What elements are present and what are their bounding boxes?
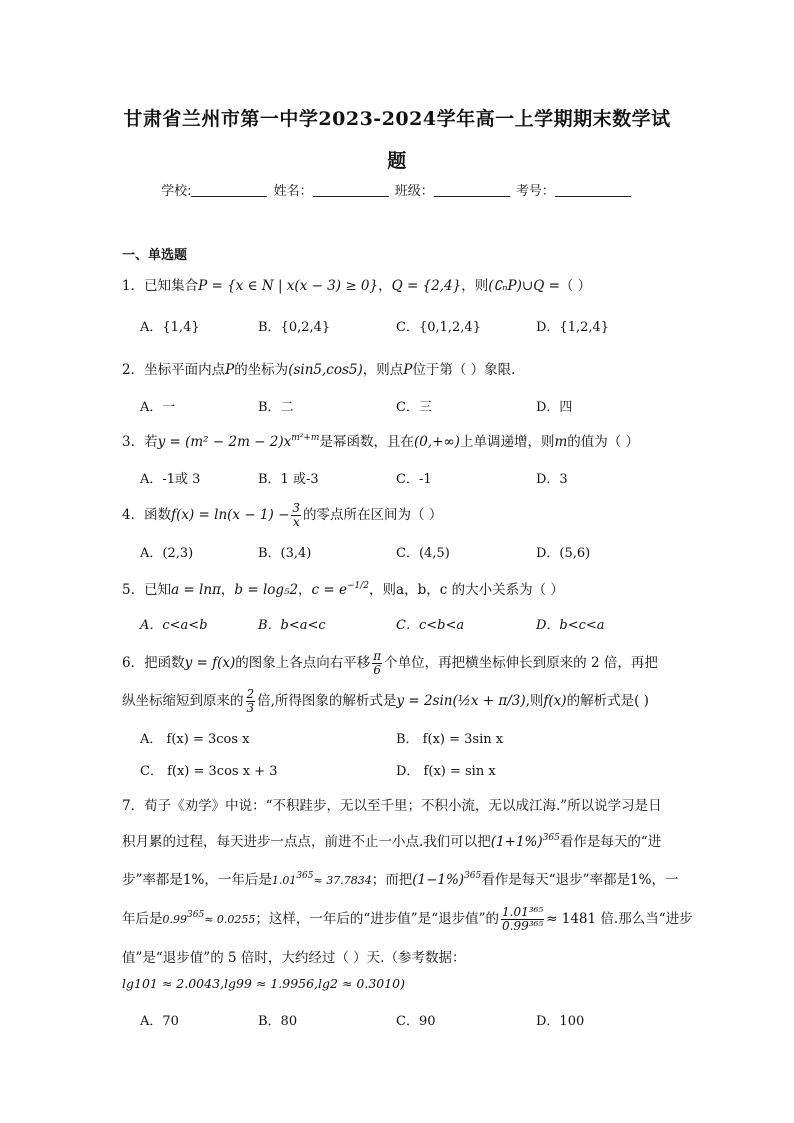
question-text: ， xyxy=(298,582,312,598)
question-text: 函数 xyxy=(144,507,172,523)
option-b[interactable]: B．80 xyxy=(258,1014,298,1029)
math-exponent: 365 xyxy=(187,910,205,920)
question-text: 倍,所得图象的解析式是 xyxy=(257,693,397,709)
question-7 xyxy=(122,794,662,814)
question-text: 若 xyxy=(144,434,158,450)
question-text: 年后是 xyxy=(122,911,163,927)
question-text: 是幂函数，且在 xyxy=(319,434,414,450)
math-exponent: 365 xyxy=(464,871,482,881)
fraction-numerator: 2 xyxy=(246,687,255,701)
fraction xyxy=(291,502,301,529)
school-field[interactable] xyxy=(191,196,267,197)
option-d[interactable]: D．{1,2,4} xyxy=(536,320,610,335)
question-text: 看作是每天“退步”率都是1%，一 xyxy=(481,872,679,888)
page-title: 甘肃省兰州市第一中学2023-2024学年高一上学期期末数学试 xyxy=(123,108,671,130)
question-number: 7． xyxy=(122,798,145,814)
question-1 xyxy=(122,274,591,294)
question-6-line-2 xyxy=(122,688,649,715)
question-text: 的解析式是( ) xyxy=(566,693,649,709)
fraction-denominator: 3 xyxy=(246,701,255,715)
question-6 xyxy=(122,650,658,677)
question-text: 把函数 xyxy=(144,655,185,671)
option-a[interactable]: A．(2,3) xyxy=(140,546,194,561)
name-label: 姓名： xyxy=(273,184,313,199)
math-expression: 1.01 xyxy=(271,874,297,887)
option-b[interactable]: B．1 或-3 xyxy=(258,472,319,487)
question-text: 已知 xyxy=(144,582,172,598)
question-number: 1． xyxy=(122,278,145,294)
math-exponent: −1/2 xyxy=(347,581,370,591)
question-text: 看作是每天的“进 xyxy=(559,834,662,850)
math-exponent: m²+m xyxy=(291,433,320,443)
page-title-continued: 题 xyxy=(387,150,407,172)
option-a[interactable]: A．一 xyxy=(140,400,176,415)
question-text: 荀子《劝学》中说：“不积跬步，无以至千里；不积小流，无以成江海.”所以说学习是日 xyxy=(144,798,662,814)
option-b[interactable]: B．(3,4) xyxy=(258,546,312,561)
section-heading: 一、单选题 xyxy=(122,248,188,263)
math-expression: ≈ 37.7834 xyxy=(313,874,372,887)
question-text: ，则点 xyxy=(362,362,404,378)
exam-no-label: 考号： xyxy=(515,184,555,199)
fraction-numerator: 3 xyxy=(292,501,301,515)
option-c[interactable]: C．c<b<a xyxy=(396,618,465,633)
math-exponent: 365 xyxy=(542,833,560,843)
question-text: ≈ 1481 倍.那么当“进步 xyxy=(546,911,693,927)
math-expression: b = log₅2 xyxy=(234,582,299,598)
math-expression: a = lnπ xyxy=(171,582,221,598)
option-a[interactable]: A．70 xyxy=(140,1014,179,1029)
math-expression: f(x) = ln(x − 1) − xyxy=(171,507,290,523)
question-text: 上单调递增，则 xyxy=(459,434,555,450)
math-expression: (∁ₙP)∪Q = xyxy=(488,278,560,294)
option-d[interactable]: D．3 xyxy=(536,472,568,487)
option-c[interactable]: C．{0,1,2,4} xyxy=(396,320,481,335)
question-text: 的值为（ ） xyxy=(567,434,640,450)
math-expression: P xyxy=(403,362,413,378)
question-text: 步”率都是1%，一年后是 xyxy=(122,872,272,888)
option-d[interactable]: D．b<c<a xyxy=(536,618,605,633)
question-number: 3． xyxy=(122,434,145,450)
question-7-line-3 xyxy=(122,868,679,888)
math-expression: c = e xyxy=(311,582,347,598)
question-text: ， xyxy=(220,582,235,598)
math-expression: (0,+∞) xyxy=(413,434,460,450)
question-text: ，则 xyxy=(461,278,489,294)
math-expression: y = (m² − 2m − 2)x xyxy=(157,434,292,450)
math-expression: y = 2sin(½x + π/3) xyxy=(396,693,526,709)
student-info-row xyxy=(0,180,794,199)
fraction-numerator: 1.01³⁶⁵ xyxy=(502,905,544,919)
question-text: ， xyxy=(378,278,392,294)
option-c[interactable]: C．三 xyxy=(396,400,432,415)
option-d[interactable]: D．100 xyxy=(536,1014,585,1029)
question-text: 纵坐标缩短到原来的 xyxy=(122,693,244,709)
math-expression: (sin5,cos5) xyxy=(288,362,363,378)
fraction xyxy=(372,650,382,677)
option-a[interactable]: A． f(x) = 3cos x xyxy=(140,732,250,747)
question-text: 积月累的过程，每天进步一点点，前进不止一小点.我们可以把 xyxy=(122,834,491,850)
option-b[interactable]: B．二 xyxy=(258,400,294,415)
question-5 xyxy=(122,578,564,598)
option-c[interactable]: C．(4,5) xyxy=(396,546,450,561)
question-text: 个单位，再把横坐标伸长到原来的 2 倍，再把 xyxy=(384,655,658,671)
fraction-numerator: π xyxy=(373,649,382,663)
question-text: 位于第（ ）象限. xyxy=(412,362,516,378)
option-a[interactable]: A．c<a<b xyxy=(140,618,208,633)
answer-blank: （ ） xyxy=(559,278,592,294)
question-text: 坐标平面内点 xyxy=(144,362,226,378)
math-expression: y = f(x) xyxy=(184,655,236,671)
question-number: 6． xyxy=(122,655,145,671)
math-expression: f(x) xyxy=(543,693,567,709)
option-d[interactable]: D． f(x) = sin x xyxy=(396,764,496,779)
math-expression: m xyxy=(554,434,568,450)
math-expression: ≈ 0.0255 xyxy=(204,913,256,926)
question-text: 值”是“退步值”的 5 倍时，大约经过（ ）天.（参考数据： xyxy=(122,950,466,966)
question-text: 的图象上各点向右平移 xyxy=(235,655,371,671)
question-number: 5． xyxy=(122,582,145,598)
fraction-denominator: x xyxy=(292,515,300,529)
question-number: 4． xyxy=(122,507,145,523)
fraction xyxy=(246,688,256,715)
fraction-denominator: 6 xyxy=(373,663,382,677)
question-text: ，则a，b，c 的大小关系为（ ） xyxy=(369,582,564,598)
math-expression: Q = {2,4} xyxy=(391,278,462,294)
class-label: 班级： xyxy=(394,184,434,199)
question-4 xyxy=(122,502,442,529)
math-exponent: 365 xyxy=(296,871,314,881)
question-text: 已知集合 xyxy=(144,278,199,294)
math-expression: (1−1%) xyxy=(412,872,465,888)
question-2 xyxy=(122,358,515,378)
question-7-line-2 xyxy=(122,830,661,850)
question-text: ；这样，一年后的“进步值”是“退步值”的 xyxy=(255,911,499,927)
class-field[interactable] xyxy=(434,196,510,197)
question-7-line-4 xyxy=(122,906,693,933)
option-c[interactable]: C． f(x) = 3cos x + 3 xyxy=(140,764,278,779)
question-text: ,则 xyxy=(525,693,544,709)
option-b[interactable]: B． f(x) = 3sin x xyxy=(396,732,504,747)
question-3 xyxy=(122,430,639,450)
option-d[interactable]: D．四 xyxy=(536,400,573,415)
question-text: ；而把 xyxy=(371,872,413,888)
question-text: 的坐标为 xyxy=(234,362,289,378)
reference-data: lg101 ≈ 2.0043,lg99 ≈ 1.9956,lg2 ≈ 0.3010) xyxy=(122,976,406,991)
name-field[interactable] xyxy=(313,196,389,197)
option-a[interactable]: A．-1或 3 xyxy=(140,472,201,487)
question-text: 的零点所在区间为（ ） xyxy=(303,507,443,523)
option-d[interactable]: D．(5,6) xyxy=(536,546,591,561)
option-b[interactable]: B．b<a<c xyxy=(258,618,326,633)
math-expression: 0.99 xyxy=(162,913,187,926)
math-expression: P = {x ∈ N | x(x − 3) ≥ 0} xyxy=(198,278,379,294)
school-label: 学校: xyxy=(161,184,192,199)
option-b[interactable]: B．{0,2,4} xyxy=(258,320,331,335)
option-c[interactable]: C．90 xyxy=(396,1014,436,1029)
exam-no-field[interactable] xyxy=(555,196,631,197)
question-number: 2． xyxy=(122,362,145,378)
math-expression: P xyxy=(225,362,235,378)
fraction xyxy=(501,906,544,933)
math-expression: (1+1%) xyxy=(490,834,543,850)
question-7-line-5 xyxy=(122,946,465,966)
option-a[interactable]: A．{1,4} xyxy=(140,320,200,335)
option-c[interactable]: C．-1 xyxy=(396,472,432,487)
fraction-denominator: 0.99³⁶⁵ xyxy=(502,919,544,933)
